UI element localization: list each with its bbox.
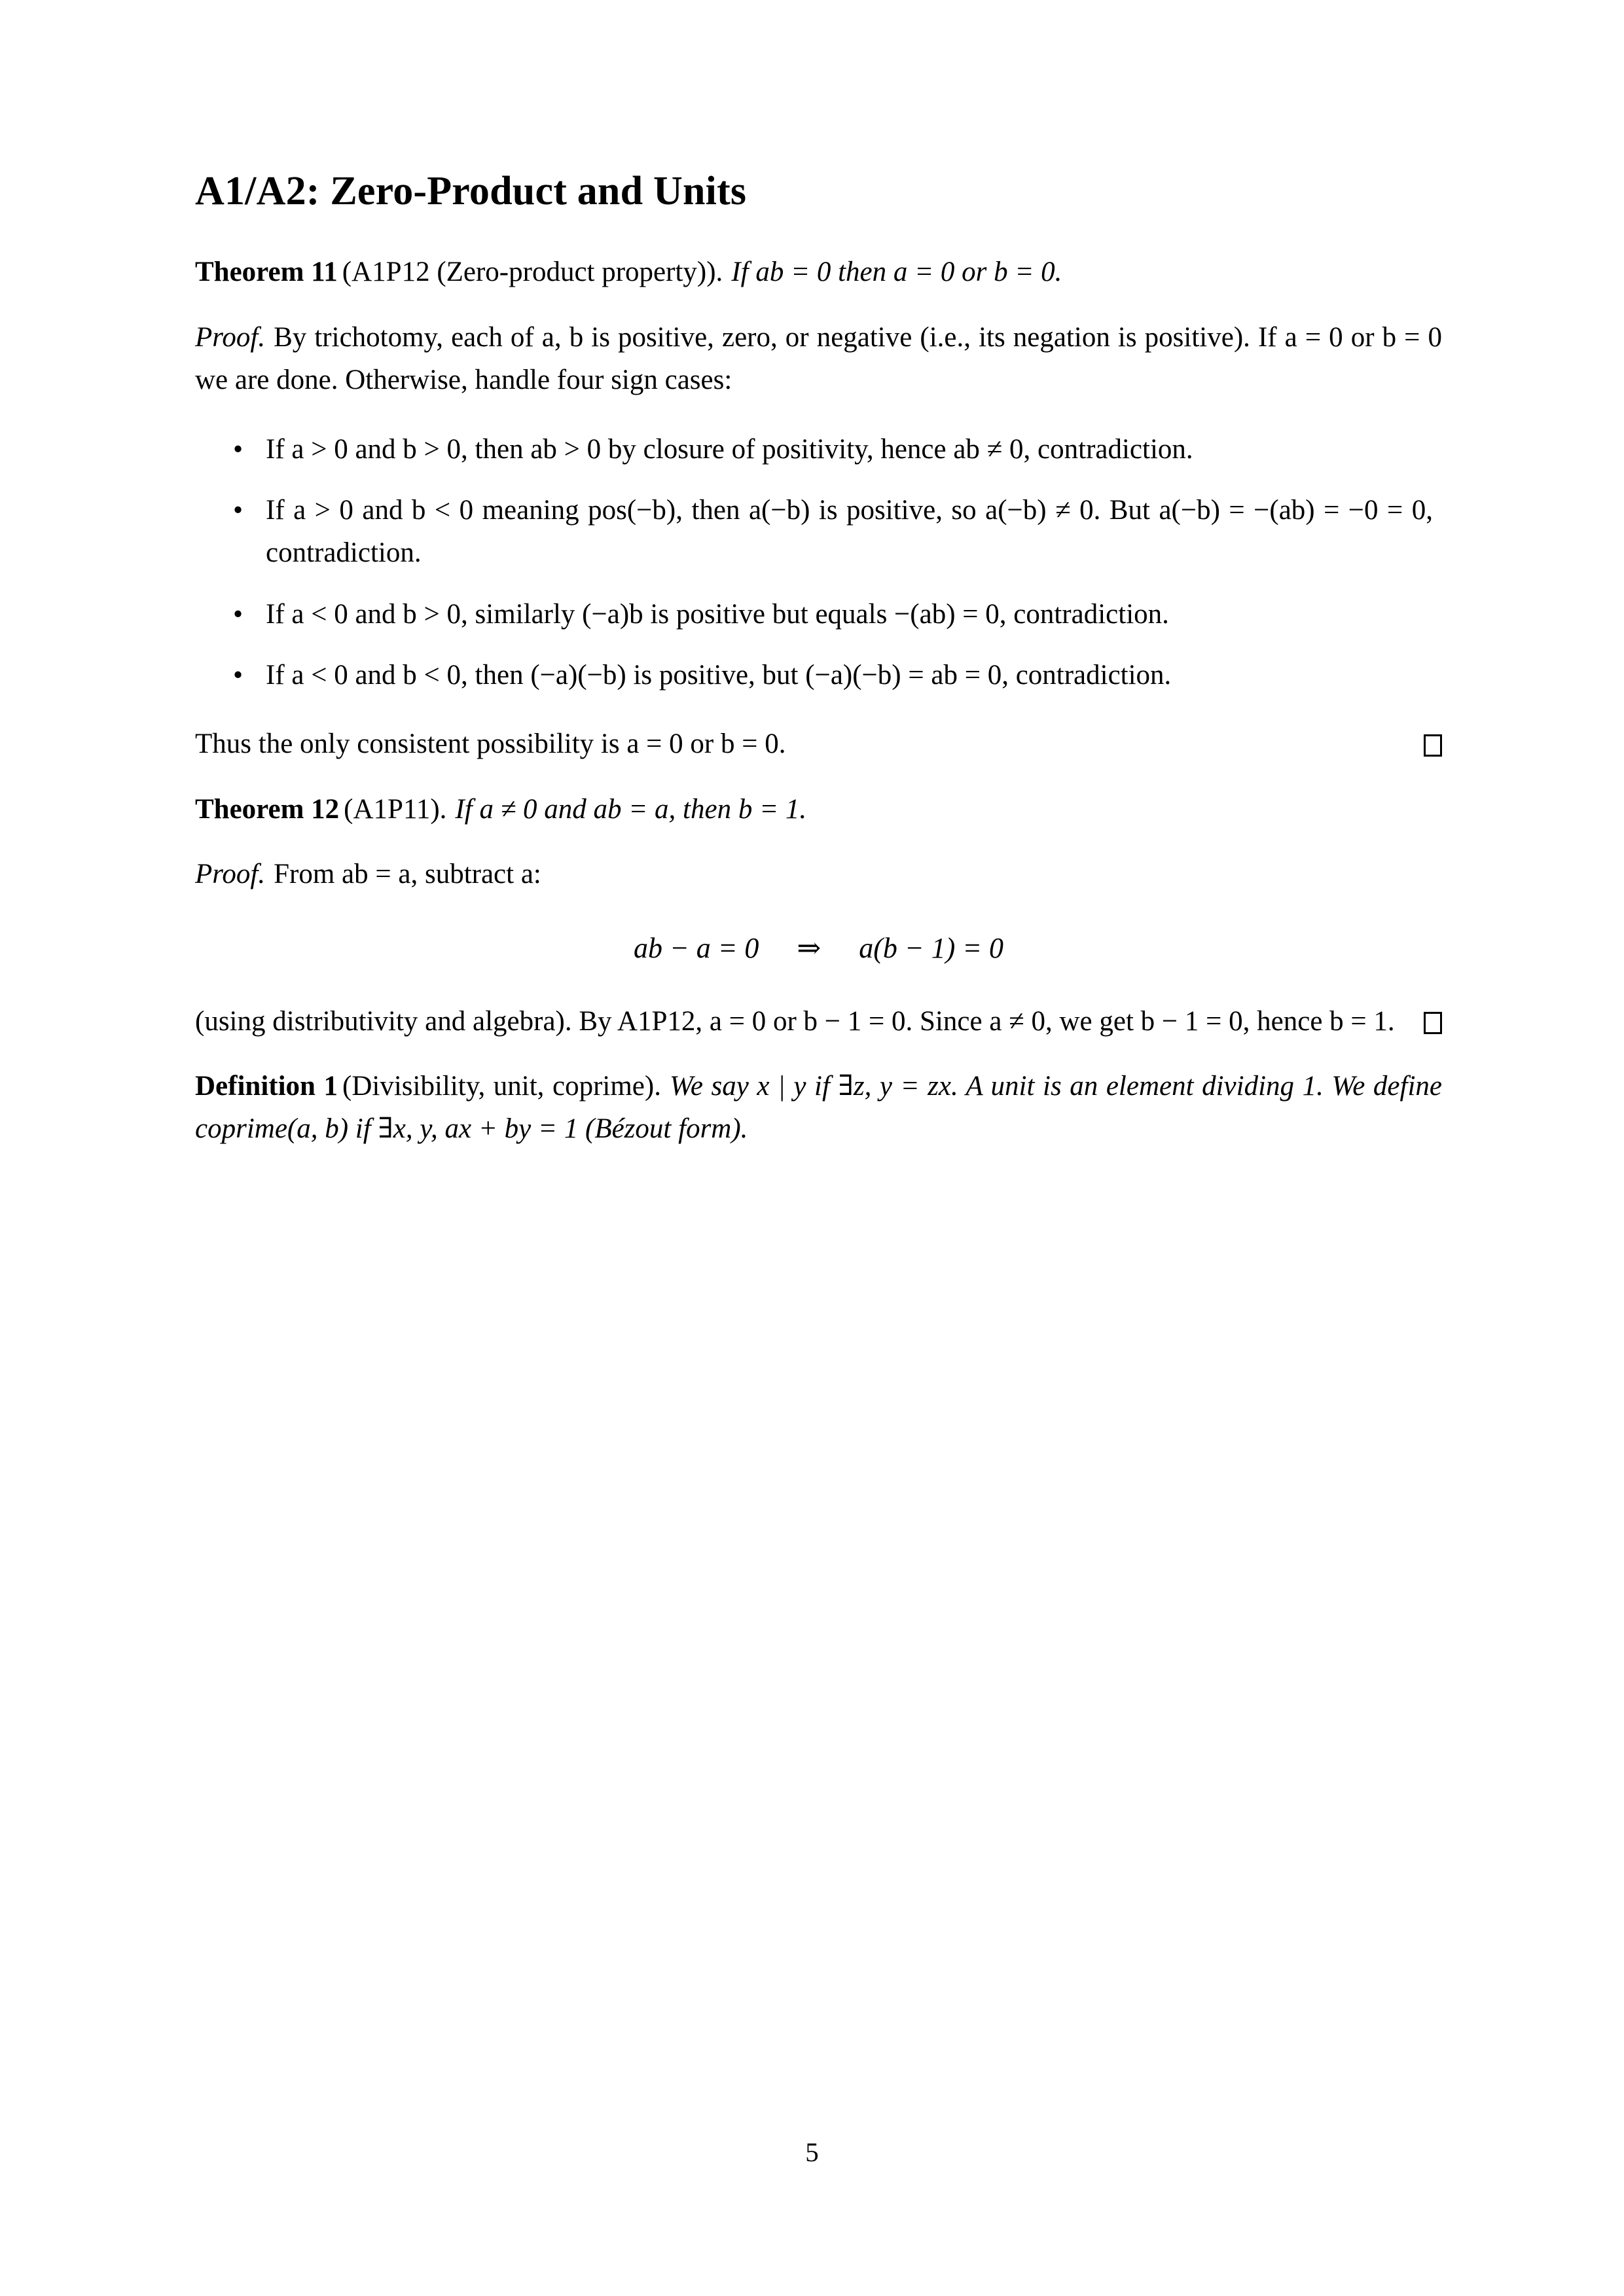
list-item-text: If a < 0 and b < 0, then (−a)(−b) is positive, but (−a)(−b) = ab = 0, contradiction. bbox=[266, 659, 1172, 691]
bullet-icon: • bbox=[233, 659, 244, 691]
bullet-icon: • bbox=[233, 494, 244, 526]
theorem-12-label: Theorem 12 bbox=[195, 793, 340, 825]
sign-cases-list bbox=[195, 428, 1442, 697]
theorem-12-proof-intro-block bbox=[195, 853, 1442, 895]
qed-box-icon bbox=[1424, 1012, 1442, 1034]
theorem-11-proof-intro-block bbox=[195, 316, 1442, 402]
definition-1-label: Definition 1 bbox=[195, 1070, 338, 1102]
displayed-equation bbox=[195, 929, 1442, 967]
theorem-11-statement-block bbox=[195, 251, 1442, 293]
sign-cases-list-block bbox=[195, 428, 1442, 697]
theorem-11-proof-intro: By trichotomy, each of a, b is positive, zero, or negative (i.e., its negation is positive). If a = 0 or b = 0 we are done. Otherwise, handle four sign cases: bbox=[195, 321, 1442, 396]
equation-left-side: ab − a = 0 bbox=[634, 932, 759, 965]
bullet-icon: • bbox=[233, 433, 244, 465]
definition-1-statement: We say x | y if ∃z, y = zx. A unit is an element dividing 1. We define coprime(a, b) if ∃x, y, ax + by = 1 (Bézout form). bbox=[195, 1070, 1442, 1145]
list-item-text: If a > 0 and b < 0 meaning pos(−b), then a(−b) is positive, so a(−b) ≠ 0. But a(−b) = −(ab) = −0 = 0, contradiction. bbox=[266, 494, 1433, 569]
list-item-text: If a > 0 and b > 0, then ab > 0 by closure of positivity, hence ab ≠ 0, contradiction. bbox=[266, 433, 1193, 465]
page-title: A1/A2: Zero-Product and Units bbox=[195, 169, 747, 213]
page-number: 5 bbox=[805, 2137, 819, 2167]
theorem-11-statement: If ab = 0 then a = 0 or b = 0. bbox=[731, 257, 1062, 288]
list-item-text: If a < 0 and b > 0, similarly (−a)b is positive but equals −(ab) = 0, contradiction. bbox=[266, 598, 1169, 630]
bullet-icon: • bbox=[233, 598, 244, 630]
implies-arrow-icon: ⇒ bbox=[797, 932, 821, 965]
list-item bbox=[195, 593, 1442, 636]
equation-right-side: a(b − 1) = 0 bbox=[859, 932, 1003, 965]
definition-1-attribution: (Divisibility, unit, coprime). bbox=[342, 1070, 661, 1102]
theorem-12-statement: If a ≠ 0 and ab = a, then b = 1. bbox=[455, 793, 807, 825]
theorem-11-label: Theorem 11 bbox=[195, 257, 338, 288]
theorem-11-proof-label: Proof. bbox=[195, 321, 266, 353]
theorem-11-conclusion: Thus the only consistent possibility is a = 0 or b = 0. bbox=[195, 728, 786, 760]
theorem-11-attribution: (A1P12 (Zero-product property)). bbox=[342, 257, 723, 288]
definition-1-block bbox=[195, 1065, 1442, 1151]
theorem-12-proof-label: Proof. bbox=[195, 859, 266, 890]
qed-box-icon bbox=[1424, 734, 1442, 757]
theorem-12-proof-outro: (using distributivity and algebra). By A1P12, a = 0 or b − 1 = 0. Since a ≠ 0, we get b − 1 = 0, hence b = 1. bbox=[195, 1005, 1395, 1037]
theorem-12-attribution: (A1P11). bbox=[344, 793, 447, 825]
list-item bbox=[195, 489, 1442, 575]
list-item bbox=[195, 428, 1442, 471]
theorem-12-proof-intro: From ab = a, subtract a: bbox=[274, 859, 541, 890]
theorem-12-proof-outro-block bbox=[195, 1000, 1442, 1043]
theorem-11-conclusion-block bbox=[195, 723, 1442, 765]
theorem-12-statement-block bbox=[195, 788, 1442, 831]
list-item bbox=[195, 654, 1442, 696]
page-content bbox=[195, 169, 1442, 1173]
